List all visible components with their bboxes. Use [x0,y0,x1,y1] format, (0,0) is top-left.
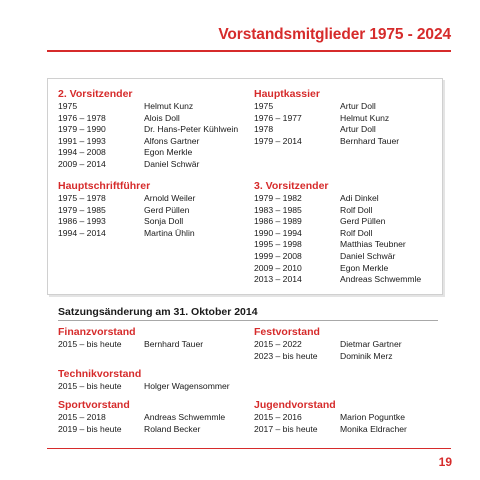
term-years: 1979 – 1990 [58,124,106,135]
member-row [58,205,195,217]
term-years: 1994 – 2008 [58,147,106,158]
member-name: Artur Doll [340,124,376,135]
term-years: 2015 – bis heute [58,381,122,391]
member-row [58,101,238,113]
term-years: 1978 [254,124,274,135]
term-years: 1999 – 2008 [254,250,302,261]
term-years: 2017 – bis heute [254,423,318,434]
term-years: 1991 – 1993 [58,135,106,146]
section-technikvorstand [58,368,230,393]
section-rows [254,339,402,362]
member-row [58,216,195,228]
section-rows [58,381,230,393]
member-name: Rolf Doll [340,204,373,215]
member-row [254,424,407,436]
term-years: 1976 – 1977 [254,112,302,123]
member-name: Arnold Weiler [144,193,196,203]
member-name: Rolf Doll [340,227,373,238]
term-years: 2023 – bis heute [254,350,318,361]
member-row [254,193,421,205]
header-rule [47,50,451,52]
member-row [254,412,407,424]
member-name: Helmut Kunz [340,112,390,123]
section-3-vorsitzender [254,180,421,286]
term-years: 1986 – 1989 [254,216,302,227]
member-row [254,274,421,286]
member-name: Matthias Teubner [340,239,406,250]
section-heading: Sportvorstand [58,399,130,411]
term-years: 2019 – bis heute [58,423,122,434]
section-rows [254,101,399,147]
member-name: Artur Doll [340,101,376,111]
member-row [254,263,421,275]
member-name: Egon Merkle [144,147,193,158]
member-row [254,124,399,136]
member-name: Holger Wagensommer [144,381,230,391]
section-rows [58,193,195,239]
member-name: Monika Eldracher [340,423,407,434]
member-row [254,113,399,125]
member-row [58,147,238,159]
section-rows [254,193,421,286]
section-heading: Technikvorstand [58,368,142,380]
section-heading: Jugendvorstand [254,399,336,411]
page-title: Vorstandsmitglieder 1975 - 2024 [218,26,451,43]
member-name: Daniel Schwär [340,250,396,261]
member-name: Egon Merkle [340,262,389,273]
member-name: Daniel Schwär [144,158,200,169]
member-name: Alois Doll [144,112,180,123]
member-name: Marion Poguntke [340,412,405,422]
section-heading: 2. Vorsitzender [58,88,133,100]
member-row [254,216,421,228]
section-heading: Hauptschriftführer [58,180,151,192]
term-years: 2015 – 2022 [254,339,302,349]
member-row [58,113,238,125]
member-name: Helmut Kunz [144,101,194,111]
section-finanzvorstand [58,326,203,351]
section-2-vorsitzender [58,88,238,171]
member-row [58,193,195,205]
member-row [58,159,238,171]
term-years: 1976 – 1978 [58,112,106,123]
term-years: 1979 – 1985 [58,204,106,215]
member-name: Roland Becker [144,423,201,434]
section-heading: Finanzvorstand [58,326,136,338]
member-row [58,412,225,424]
member-row [58,228,195,240]
term-years: 1994 – 2014 [58,227,106,238]
member-row [254,239,421,251]
footer-rule [47,448,451,449]
term-years: 1979 – 1982 [254,193,302,203]
amendment-rule [58,320,438,321]
member-row [254,228,421,240]
term-years: 1990 – 1994 [254,227,302,238]
term-years: 1979 – 2014 [254,135,302,146]
member-row [254,205,421,217]
term-years: 2015 – bis heute [58,339,122,349]
member-name: Bernhard Tauer [340,135,400,146]
amendment-heading: Satzungsänderung am 31. Oktober 2014 [58,306,258,318]
term-years: 1975 [254,101,274,111]
section-rows [58,339,203,351]
section-rows [254,412,407,435]
member-row [254,136,399,148]
term-years: 2015 – 2016 [254,412,302,422]
member-row [58,424,225,436]
section-festvorstand [254,326,402,362]
member-name: Gerd Püllen [340,216,386,227]
section-sportvorstand [58,399,225,435]
member-row [58,381,230,393]
member-name: Gerd Püllen [144,204,190,215]
term-years: 1995 – 1998 [254,239,302,250]
section-rows [58,101,238,171]
section-jugendvorstand [254,399,407,435]
term-years: 1975 – 1978 [58,193,106,203]
member-name: Sonja Doll [144,216,184,227]
member-name: Martina Ühlin [144,227,195,238]
member-row [254,101,399,113]
section-heading: Hauptkassier [254,88,320,100]
member-name: Andreas Schwemmle [144,412,226,422]
section-hauptschriftfuehrer [58,180,195,239]
term-years: 1986 – 1993 [58,216,106,227]
member-name: Alfons Gartner [144,135,200,146]
section-heading: 3. Vorsitzender [254,180,329,192]
section-hauptkassier [254,88,399,147]
member-row [254,251,421,263]
member-row [254,339,402,351]
member-row [58,136,238,148]
member-name: Adi Dinkel [340,193,379,203]
member-row [58,339,203,351]
member-name: Andreas Schwemmle [340,274,422,285]
section-heading: Festvorstand [254,326,320,338]
member-name: Dominik Merz [340,350,393,361]
term-years: 1983 – 1985 [254,204,302,215]
term-years: 2009 – 2014 [58,158,106,169]
member-row [58,124,238,136]
section-rows [58,412,225,435]
term-years: 1975 [58,101,78,111]
page-number: 19 [438,455,452,469]
member-name: Dietmar Gartner [340,339,402,349]
term-years: 2013 – 2014 [254,274,302,285]
member-name: Dr. Hans-Peter Kühlwein [144,124,239,135]
member-row [254,351,402,363]
member-name: Bernhard Tauer [144,339,204,349]
term-years: 2015 – 2018 [58,412,106,422]
term-years: 2009 – 2010 [254,262,302,273]
